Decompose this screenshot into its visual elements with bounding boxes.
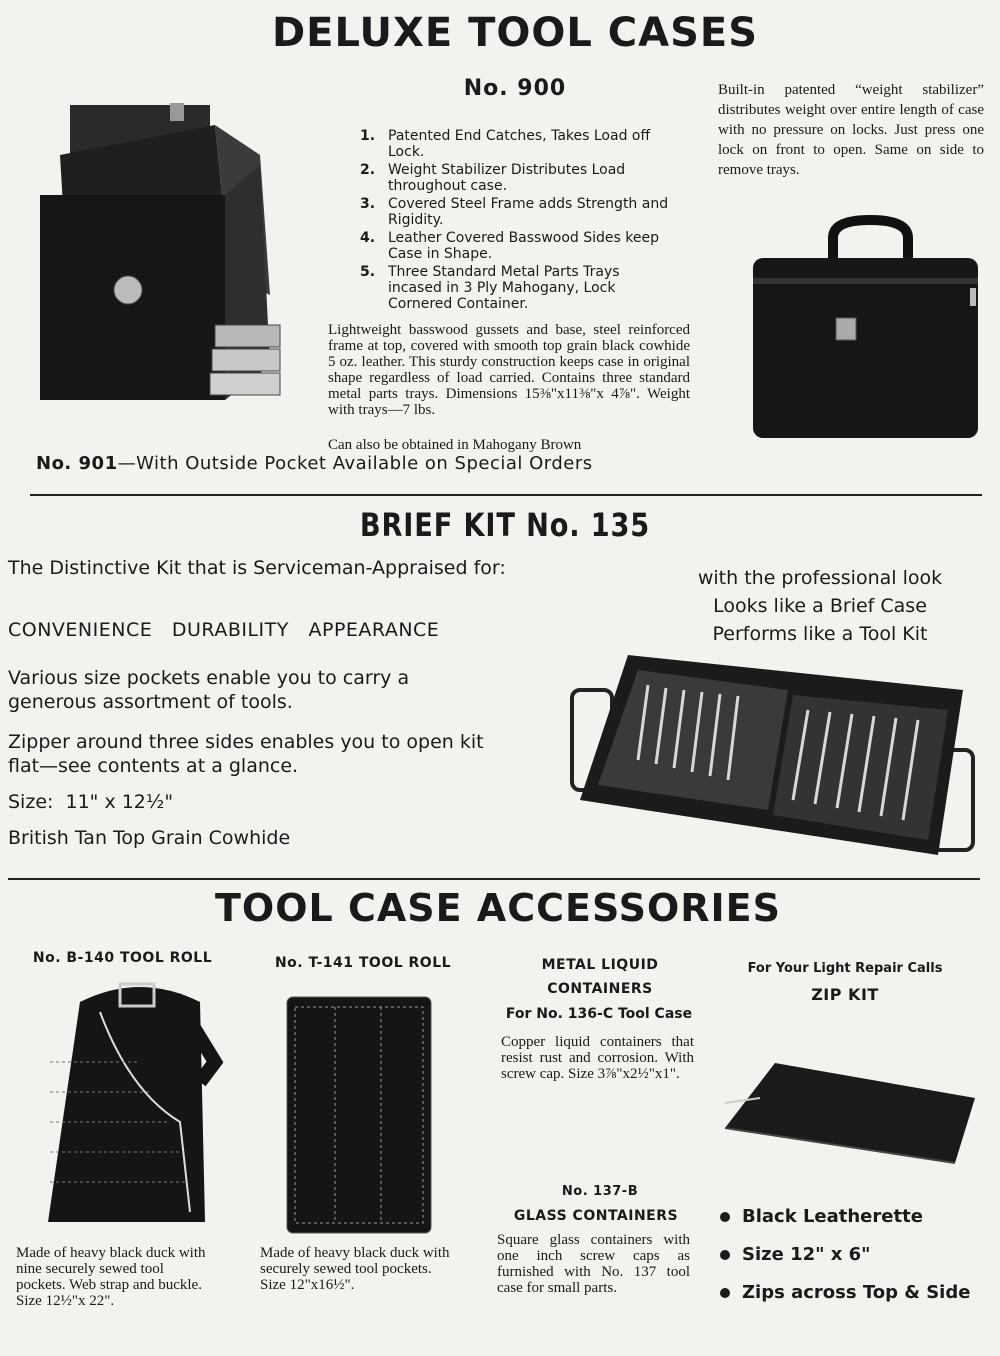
brief-title: BRIEF KIT No. 135 [359, 506, 651, 544]
brief-tagline-1: with the professional look [697, 567, 943, 589]
glass-model: No. 137-B [561, 1184, 639, 1199]
t141-text: Made of heavy black duck with securely sewed tool pockets. Size 12"x16½". [260, 1245, 450, 1293]
brief-pockets: Various size pockets enable you to carry a generous assortment of tools. [8, 667, 410, 713]
pocket-model: No. 901 [36, 453, 118, 474]
zip-feature-item: Zips across Top & Side [720, 1282, 990, 1304]
glass-heading: GLASS CONTAINERS [513, 1208, 679, 1224]
liquid-text: Copper liquid containers that resist rust and corrosion. With screw cap. Size 3⅞"x2½"x1". [501, 1034, 694, 1082]
deluxe-title: DELUXE TOOL CASES [271, 10, 759, 56]
deluxe-feature-list [360, 128, 672, 314]
liquid-heading-2: CONTAINERS [547, 981, 653, 997]
liquid-subheading: For No. 136-C Tool Case [505, 1006, 693, 1022]
open-tool-case-photo [30, 95, 330, 455]
b140-heading: No. B-140 TOOL ROLL [32, 950, 213, 966]
b140-text: Made of heavy black duck with nine securely sewed tool pockets. Web strap and buckle. Size 12½"x 22". [16, 1245, 206, 1309]
brief-tagline-2: Looks like a Brief Case [713, 595, 927, 617]
feature-item: 5. Three Standard Metal Parts Trays incased in 3 Ply Mahogany, Lock Cornered Container. [360, 264, 620, 312]
feature-item: 1. Patented End Catches, Takes Load off Lock. [360, 128, 651, 160]
zip-feature-item: Size 12" x 6" [720, 1244, 990, 1266]
zip-feature-list [720, 1206, 990, 1320]
t141-tool-roll-photo [285, 995, 433, 1235]
brief-material: British Tan Top Grain Cowhide [8, 827, 291, 849]
section-divider [8, 878, 980, 880]
zip-feature-item: Black Leatherette [720, 1206, 990, 1228]
b140-tool-roll-photo [40, 972, 240, 1242]
feature-item: 2. Weight Stabilizer Distributes Load throughout case. [360, 162, 626, 194]
glass-text: Square glass containers with one inch screw caps as furnished with No. 137 tool case for small parts. [497, 1232, 690, 1296]
deluxe-description: Lightweight basswood gussets and base, steel reinforced frame at top, covered with smooth top grain black cowhide 5 oz. leather. This sturdy construction keeps case in original shape regardless of load carried. Contains three standard metal parts trays. Dimensions 15⅜"x11⅜"x 4⅞". Weight with trays—7 lbs. [328, 322, 690, 418]
zip-heading: ZIP KIT [811, 985, 879, 1004]
pocket-text: —With Outside Pocket Available on Special Orders [117, 453, 593, 474]
mahogany-note: Can also be obtained in Mahogany Brown [328, 437, 582, 453]
brief-qualities: CONVENIENCE DURABILITY APPEARANCE [8, 619, 440, 641]
accessories-title: TOOL CASE ACCESSORIES [214, 886, 782, 930]
brief-zipper: Zipper around three sides enables you to open kit flat—see contents at a glance. [8, 731, 484, 777]
closed-tool-case-photo [748, 218, 988, 448]
feature-item: 4. Leather Covered Basswood Sides keep Case in Shape. [360, 230, 659, 262]
brief-intro: The Distinctive Kit that is Serviceman-Appraised for: [8, 557, 506, 579]
brief-kit-photo [568, 650, 978, 860]
pocket-option-line [36, 453, 593, 474]
deluxe-model: No. 900 [463, 76, 567, 101]
stabilizer-text: Built-in patented “weight stabilizer” distributes weight over entire length of case with no pressure on locks. Just press one lock on front to open. Same on side to remove trays. [718, 82, 984, 178]
section-divider [30, 494, 982, 496]
zip-pretitle: For Your Light Repair Calls [747, 961, 943, 976]
zip-kit-photo [720, 1058, 980, 1168]
brief-tagline-3: Performs like a Tool Kit [712, 623, 928, 645]
brief-size: Size: 11" x 12½" [8, 791, 174, 813]
liquid-heading-1: METAL LIQUID [541, 957, 659, 973]
feature-item: 3. Covered Steel Frame adds Strength and Rigidity. [360, 196, 669, 228]
t141-heading: No. T-141 TOOL ROLL [274, 955, 452, 971]
